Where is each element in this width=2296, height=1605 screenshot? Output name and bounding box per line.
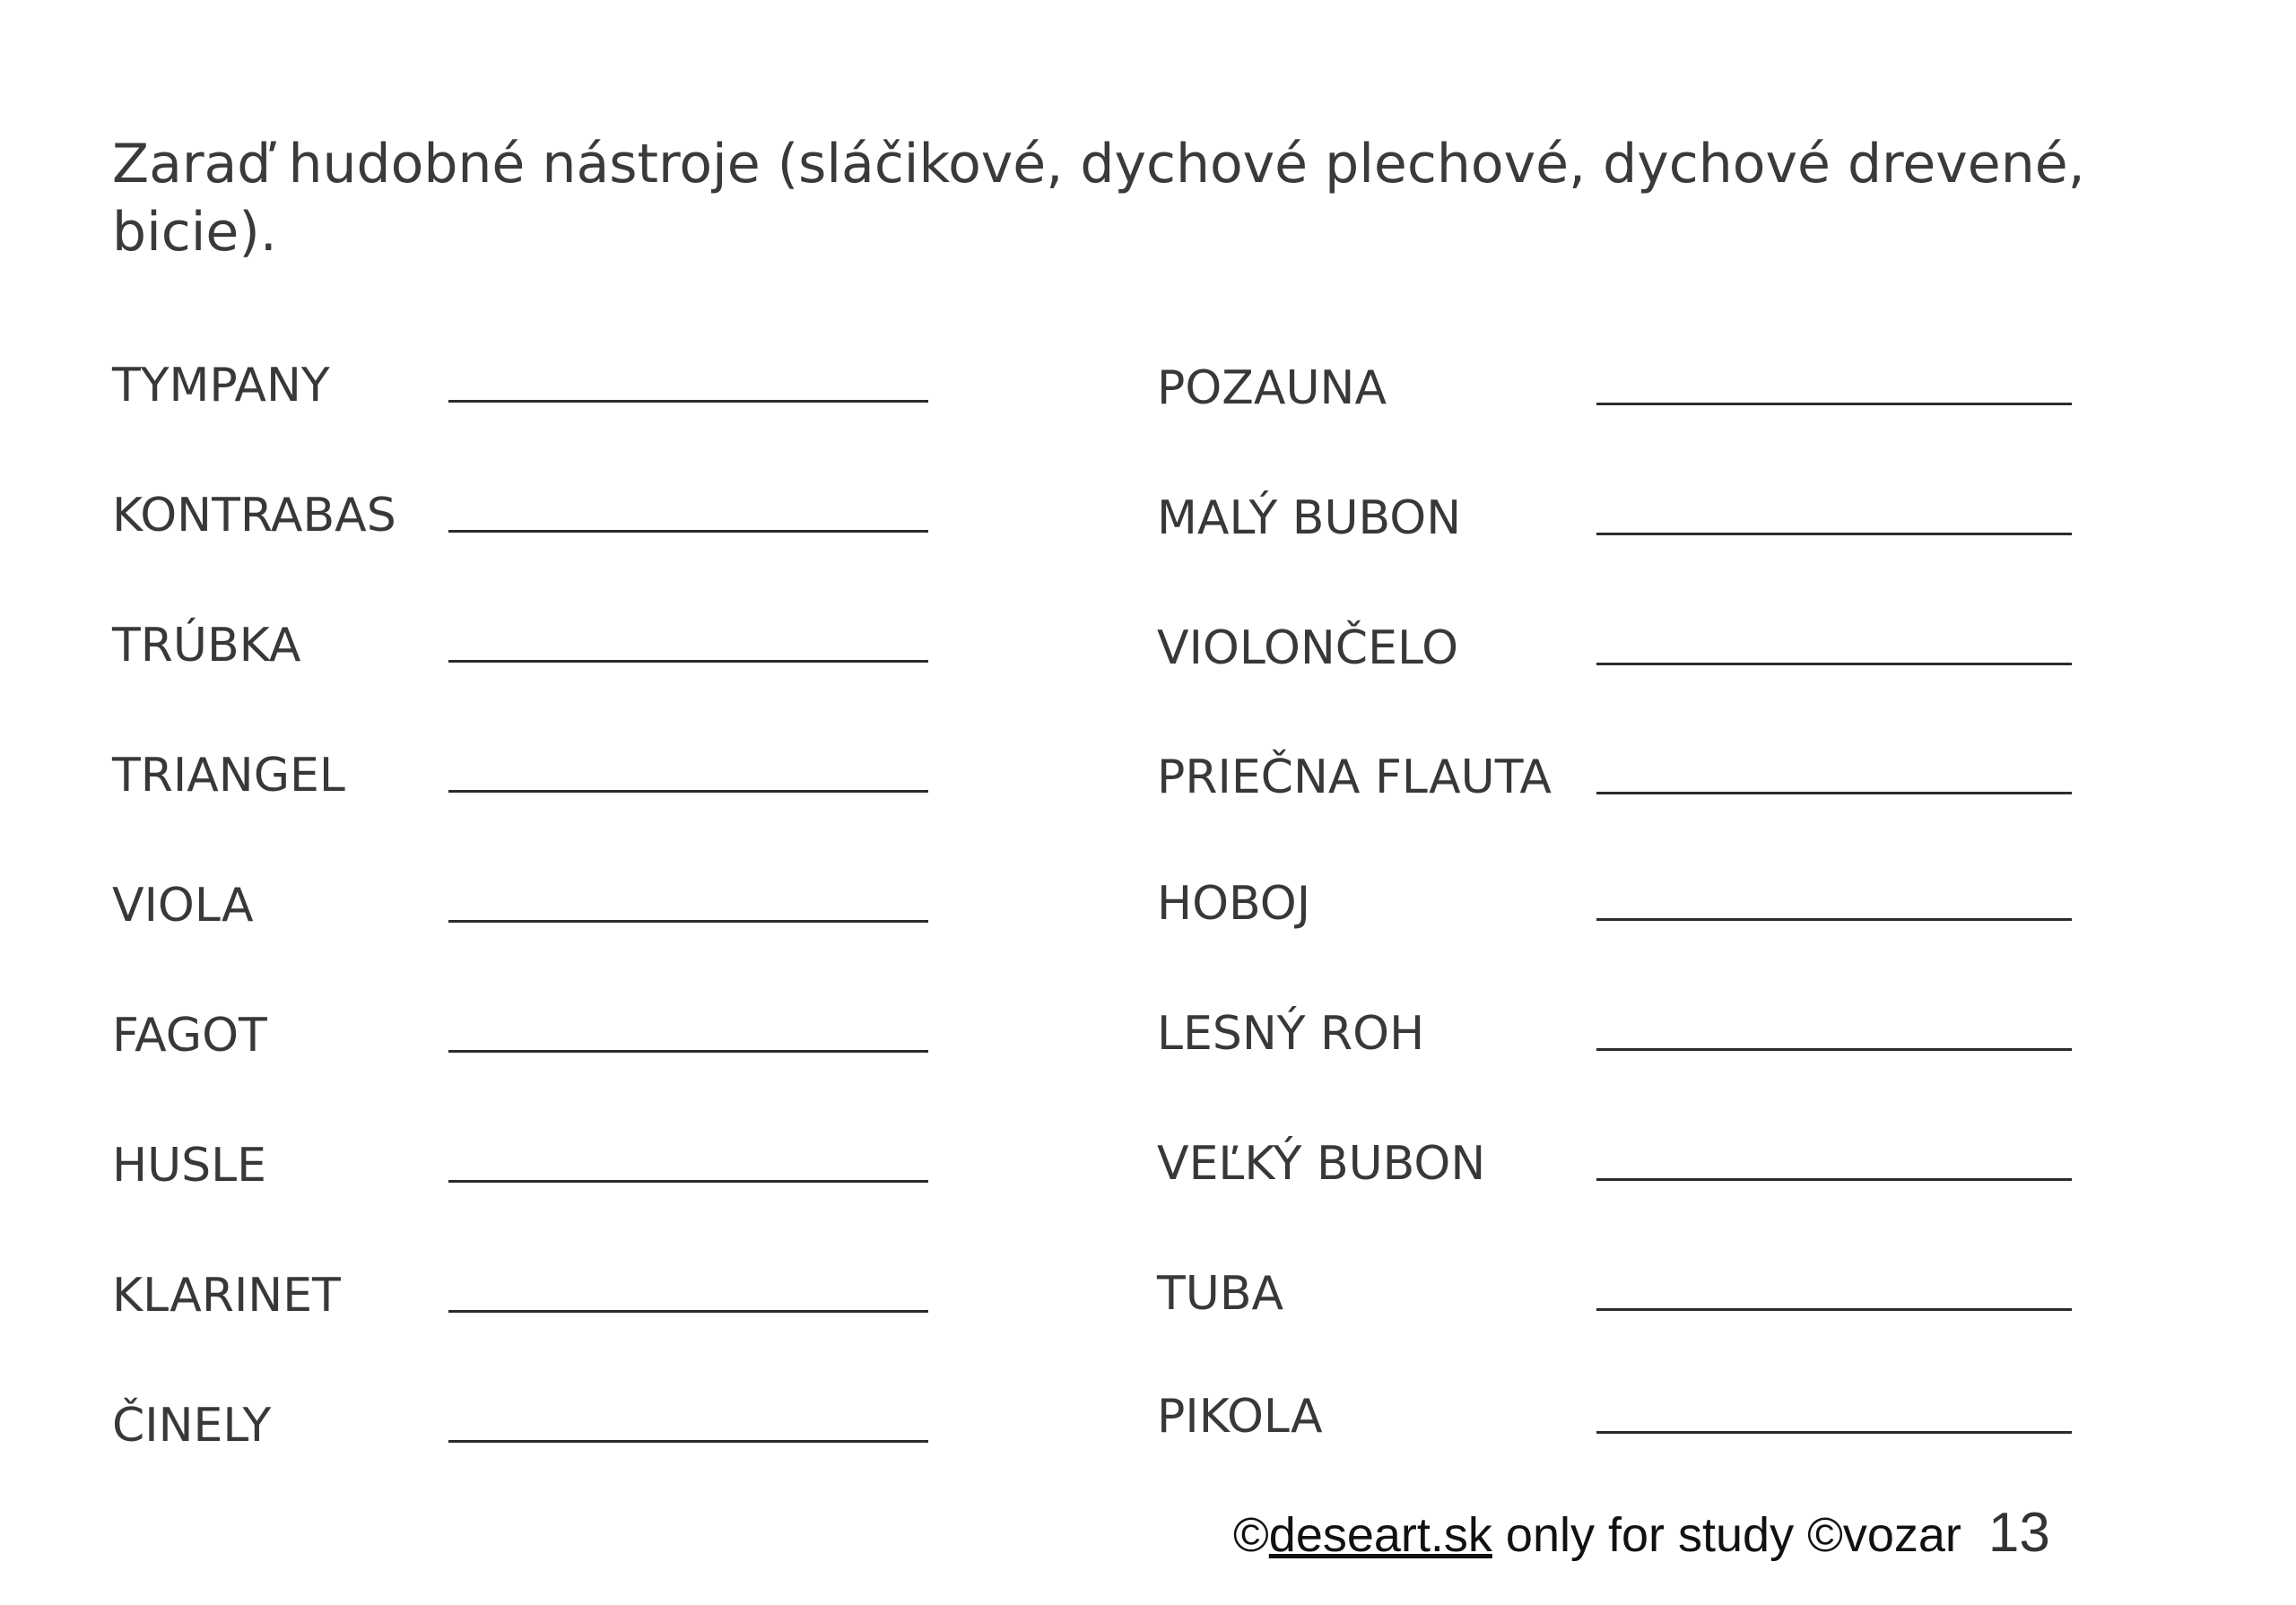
instrument-label: LESNÝ ROH — [1157, 1007, 1425, 1061]
footer-note: only for study ©vozar — [1492, 1508, 1961, 1562]
answer-line[interactable] — [1596, 352, 2072, 405]
instrument-label: TUBA — [1157, 1267, 1284, 1321]
answer-line[interactable] — [1596, 612, 2072, 665]
answer-line[interactable] — [448, 740, 928, 793]
page-number: 13 — [1987, 1502, 2050, 1564]
answer-line[interactable] — [448, 1000, 928, 1053]
footer-credit — [1233, 1502, 2050, 1566]
instrument-label: HUSLE — [112, 1139, 266, 1193]
instrument-label: PIKOLA — [1157, 1390, 1323, 1444]
instrument-label: TRIANGEL — [112, 749, 345, 802]
answer-line[interactable] — [448, 350, 928, 403]
instrument-label: KLARINET — [112, 1269, 341, 1323]
instrument-label: VIOLONČELO — [1157, 621, 1458, 675]
instrument-label: HOBOJ — [1157, 877, 1311, 931]
instrument-label: PRIEČNA FLAUTA — [1157, 750, 1552, 804]
instrument-label: VEĽKÝ BUBON — [1157, 1137, 1486, 1191]
answer-line[interactable] — [1596, 482, 2072, 535]
answer-line[interactable] — [1596, 1258, 2072, 1311]
answer-line[interactable] — [448, 870, 928, 923]
answer-line[interactable] — [448, 1260, 928, 1313]
site-link[interactable]: deseart.sk — [1268, 1508, 1492, 1562]
instrument-label: VIOLA — [112, 879, 254, 933]
answer-line[interactable] — [1596, 742, 2072, 794]
answer-line[interactable] — [448, 610, 928, 663]
instrument-label: KONTRABAS — [112, 489, 396, 542]
answer-line[interactable] — [1596, 1128, 2072, 1181]
instruction-text: Zaraď hudobné nástroje (sláčikové, dychové plechové, dychové drevené, bicie). — [112, 133, 2085, 264]
instrument-label: MALÝ BUBON — [1157, 491, 1462, 545]
answer-line[interactable] — [448, 1390, 928, 1443]
instrument-label: TRÚBKA — [112, 619, 301, 672]
answer-line[interactable] — [1596, 868, 2072, 921]
answer-line[interactable] — [448, 1130, 928, 1183]
instrument-label: TYMPANY — [112, 359, 330, 412]
answer-line[interactable] — [1596, 998, 2072, 1051]
answer-line[interactable] — [1596, 1381, 2072, 1434]
instrument-label: POZAUNA — [1157, 361, 1387, 415]
instrument-label: FAGOT — [112, 1009, 267, 1063]
answer-line[interactable] — [448, 480, 928, 533]
copyright-symbol: © — [1233, 1508, 1269, 1562]
instrument-label: ČINELY — [112, 1399, 272, 1453]
